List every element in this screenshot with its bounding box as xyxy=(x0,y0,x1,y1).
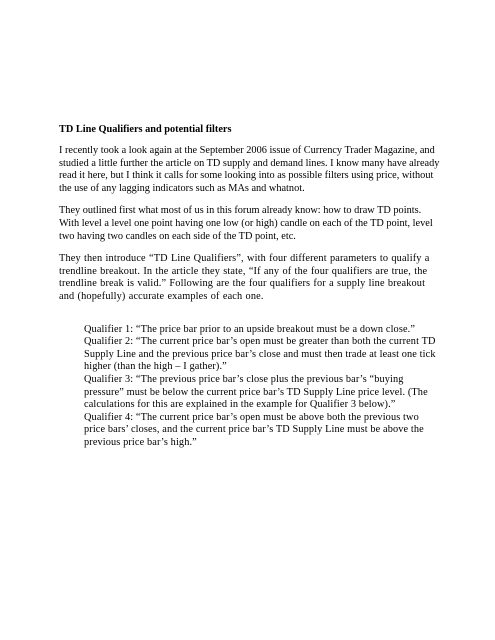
paragraph-qualifiers-intro: They then introduce “TD Line Qualifiers”, with four different parameters to qualify a trendline breakout. In the article they state, “If any of the four qualifiers are true, the trendline break is valid.” Following are the four qualifiers for a supply line breakout and (hopefully) accurate examples of each one. xyxy=(59,253,430,302)
qualifier-2: Qualifier 2: “The current price bar’s open must be greater than both the current TD Supply Line and the previous price bar’s close and must then trade at least one tick higher (than the high – I gather).” xyxy=(84,336,436,373)
paragraph-intro: I recently took a look again at the September 2006 issue of Currency Trader Magazine, and studied a little further the article on TD supply and demand lines. I know many have already read it here, but I think it calls for some looking into as possible filters using price, without the use of any lagging indicators such as MAs and whatnot. xyxy=(59,145,440,194)
qualifier-1: Qualifier 1: “The price bar prior to an upside breakout must be a down close.” xyxy=(84,323,416,335)
document-body xyxy=(59,123,441,449)
qualifier-3: Qualifier 3: “The previous price bar’s close plus the previous bar’s “buying pressure” must be below the current price bar’s TD Supply Line price level. (The calculations for this are explained in the example for Qualifier 3 below).” xyxy=(84,373,428,411)
paragraph-td-points: They outlined first what most of us in this forum already know: how to draw TD points. With level a level one point having one low (or high) candle on each of the TD point, level two having two candles on each side of the TD point, etc. xyxy=(59,205,433,242)
qualifier-list xyxy=(84,324,441,450)
document-heading: TD Line Qualifiers and potential filters xyxy=(59,124,232,135)
qualifier-4: Qualifier 4: “The current price bar’s open must be above both the previous two price bars’ closes, and the current price bar’s TD Supply Line must be above the previous price bar’s high.” xyxy=(84,411,424,448)
